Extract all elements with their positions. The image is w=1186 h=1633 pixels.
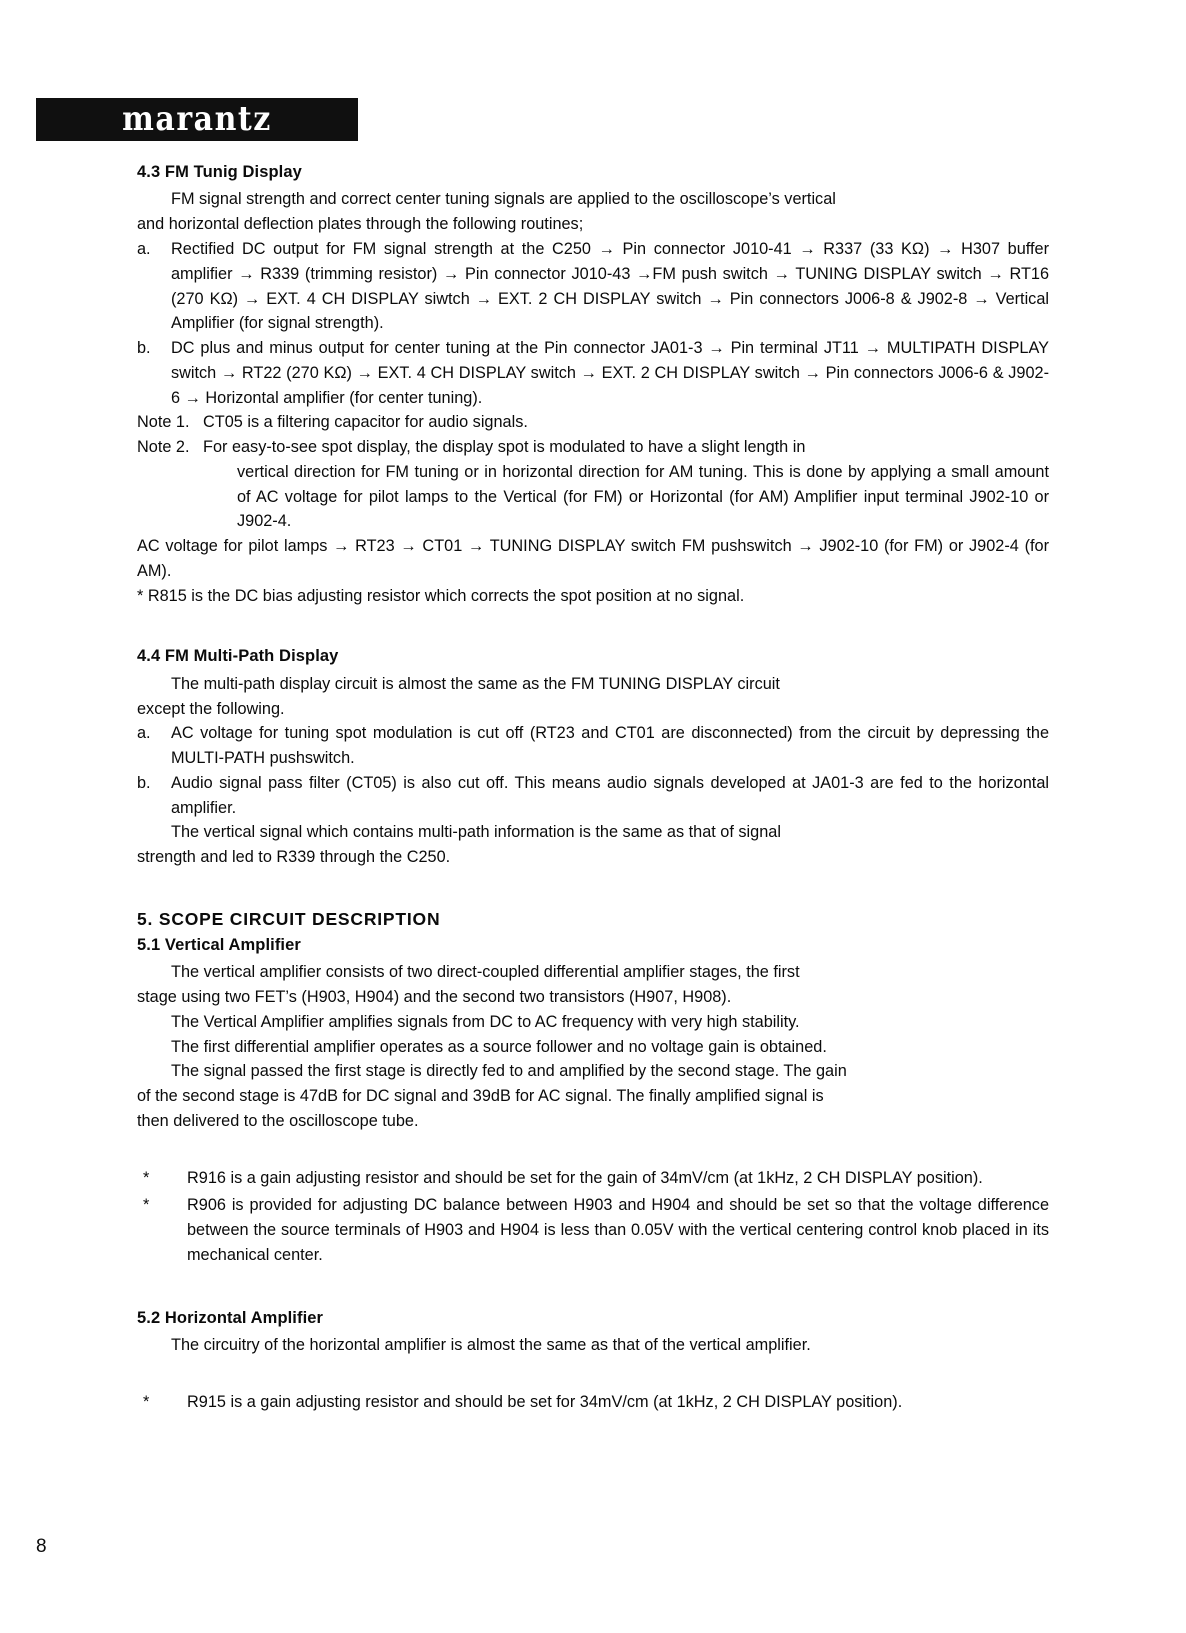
note-2-text: For easy-to-see spot display, the display spot is modulated to have a slight length in (203, 438, 806, 457)
list-text-4-3-b: DC plus and minus output for center tuning at the Pin connector JA01-3 → Pin terminal JT11 → MULTIPATH DISPLAY switch → RT22 (270 KΩ) → EXT. 4 CH DISPLAY switch → EXT. 2 CH DISPLAY switch → Pin connectors J006-6 & J902-6 → Horizontal amplifier (for center tuning). (171, 339, 1049, 407)
list-text-4-3-a: Rectified DC output for FM signal strength at the C250 → Pin connector J010-41 → R337 (33 KΩ) → H307 buffer amplifier → R339 (trimming resistor) → Pin connector J010-43 →FM push switch → TUNING DISPLAY switch → RT16 (270 KΩ) → EXT. 4 CH DISPLAY siwtch → EXT. 2 CH DISPLAY switch → Pin connectors J006-8 & J902-8 → Vertical Amplifier (for signal strength). (171, 239, 1049, 333)
para-5-1-p2: The Vertical Amplifier amplifies signals from DC to AC frequency with very high stability. (171, 1012, 800, 1031)
list-marker-a: a. (137, 239, 151, 258)
para-5-1-p3: The first differential amplifier operates as a source follower and no voltage gain is obtained. (171, 1037, 827, 1056)
note-2 (137, 435, 1049, 460)
heading-5-2: 5.2 Horizontal Amplifier (137, 1308, 324, 1327)
list-marker-b: b. (137, 339, 151, 358)
para-5-1-p1-line2: stage using two FET’s (H903, H904) and the second two transistors (H907, H908). (137, 987, 732, 1006)
para-4-3-intro-line2: and horizontal deflection plates through the following routines; (137, 215, 584, 234)
para-4-3-intro-line1: FM signal strength and correct center tuning signals are applied to the oscilloscope’s vertical (171, 190, 836, 209)
note-1-text: CT05 is a filtering capacitor for audio signals. (203, 413, 528, 432)
note-2-marker: Note 2. (137, 438, 190, 457)
note-2-continuation: vertical direction for FM tuning or in horizontal direction for AM tuning. This is done by applying a small amount of AC voltage for pilot lamps to the Vertical (for FM) or Horizontal (for AM) Amplifier input terminal J902-10 or J902-4. (237, 462, 1049, 531)
heading-5: 5. SCOPE CIRCUIT DESCRIPTION (137, 909, 441, 930)
star-list-5-2 (137, 1390, 1049, 1415)
star-text-r906: R906 is provided for adjusting DC balance between H903 and H904 and should be set so that the voltage difference between the source terminals of H903 and H904 is less than 0.05V with the vertical centering control knob placed in its mechanical center. (187, 1196, 1049, 1264)
marantz-logo (36, 98, 358, 141)
page-number: 8 (36, 1536, 47, 1557)
note-1-marker: Note 1. (137, 413, 190, 432)
list-item-4-3-b (137, 336, 1049, 410)
list-item-4-4-a (137, 721, 1049, 771)
star-marker: * (143, 1168, 150, 1187)
star-marker: * (143, 1392, 150, 1411)
star-marker: * (143, 1196, 150, 1215)
para-4-4-closing-line1: The vertical signal which contains multi-path information is the same as that of signal (171, 823, 781, 842)
para-5-2-p1: The circuitry of the horizontal amplifier is almost the same as that of the vertical amplifier. (171, 1336, 811, 1355)
list-marker-4-4-b: b. (137, 773, 151, 792)
star-item-r915 (137, 1390, 1049, 1415)
marantz-logo-text: marantz (122, 99, 272, 139)
list-item-4-4-b (137, 771, 1049, 821)
star-text-r916: R916 is a gain adjusting resistor and should be set for the gain of 34mV/cm (at 1kHz, 2 CH DISPLAY position). (187, 1168, 983, 1187)
list-text-4-4-b: Audio signal pass filter (CT05) is also cut off. This means audio signals developed at JA01-3 are fed to the horizontal amplifier. (171, 773, 1049, 817)
list-marker-4-4-a: a. (137, 724, 151, 743)
star-item-r916 (137, 1166, 1049, 1191)
para-4-3-star-note: * R815 is the DC bias adjusting resistor which corrects the spot position at no signal. (137, 586, 745, 605)
star-item-r906 (137, 1193, 1049, 1267)
note-1 (137, 410, 1049, 435)
para-4-4-closing-line2: strength and led to R339 through the C250. (137, 848, 451, 867)
list-item-4-3-a (137, 237, 1049, 336)
para-ac-voltage-path: AC voltage for pilot lamps → RT23 → CT01 → TUNING DISPLAY switch FM pushswitch → J902-10 (for FM) or J902-4 (for AM). (137, 537, 1049, 580)
star-list-5-1 (137, 1166, 1049, 1268)
heading-5-1: 5.1 Vertical Amplifier (137, 935, 301, 954)
para-5-1-p4-line1: The signal passed the first stage is directly fed to and amplified by the second stage. The gain (171, 1062, 847, 1081)
list-text-4-4-a: AC voltage for tuning spot modulation is cut off (RT23 and CT01 are disconnected) from the circuit by depressing the MULTI-PATH pushswitch. (171, 724, 1049, 768)
para-4-4-intro-line2: except the following. (137, 699, 285, 718)
heading-4-4: 4.4 FM Multi-Path Display (137, 647, 339, 666)
star-text-r915: R915 is a gain adjusting resistor and should be set for 34mV/cm (at 1kHz, 2 CH DISPLAY position). (187, 1392, 903, 1411)
page-content (137, 162, 1049, 1417)
heading-4-3: 4.3 FM Tunig Display (137, 163, 302, 181)
para-4-4-intro-line1: The multi-path display circuit is almost the same as the FM TUNING DISPLAY circuit (171, 674, 780, 693)
para-5-1-p4-line3: then delivered to the oscilloscope tube. (137, 1111, 419, 1130)
para-5-1-p4-line2: of the second stage is 47dB for DC signal and 39dB for AC signal. The finally amplified signal is (137, 1087, 824, 1106)
para-5-1-p1-line1: The vertical amplifier consists of two direct-coupled differential amplifier stages, the first (171, 963, 800, 982)
